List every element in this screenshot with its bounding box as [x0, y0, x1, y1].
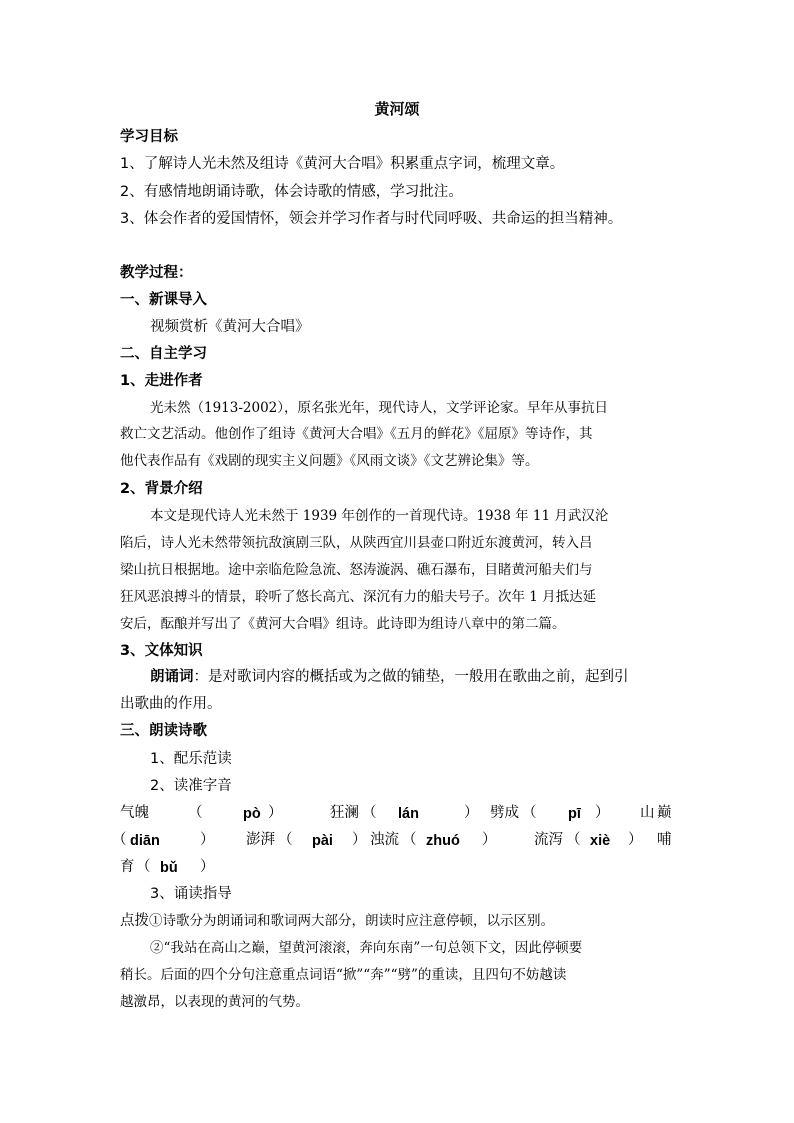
author-paragraph-line: 救亡文艺活动。他创作了组诗《黄河大合唱》《五月的鲜花》《屈原》等诗作，其 [120, 426, 593, 442]
pinyin-reading: bǔ [160, 860, 178, 876]
background-paragraph-line: 梁山抗日根据地。途中亲临危险急流、怒涛漩涡、礁石瀑布，目睹黄河船夫们与 [120, 562, 593, 578]
pinyin-word: 气魄 [120, 805, 149, 821]
background-paragraph-line: 本文是现代诗人光未然于 1939 年创作的一首现代诗。1938 年 11 月武汉沦 [150, 508, 609, 524]
guide-line: 越激昂，以表现的黄河的气势。 [120, 994, 309, 1010]
section-heading: 三、朗读诗歌 [120, 723, 207, 739]
pinyin-reading: diān [130, 833, 160, 849]
background-paragraph-line: 狂风恶浪搏斗的情景，聆听了悠长高亢、深沉有力的船夫号子。次年 1 月抵达延 [120, 589, 597, 605]
open-paren: （ [362, 805, 377, 821]
objective-item: 3、体会作者的爱国情怀，领会并学习作者与时代同呼吸、共命运的担当精神。 [120, 211, 623, 227]
open-paren: （ [522, 805, 537, 821]
pinyin-word: 育 [120, 859, 135, 875]
background-paragraph-line: 安后，酝酿并写出了《黄河大合唱》组诗。此诗即为组诗八章中的第二篇。 [120, 616, 566, 632]
objective-item: 1、了解诗人光未然及组诗《黄河大合唱》积累重点字词，梳理文章。 [120, 156, 565, 172]
step-label: 1、配乐范读 [150, 751, 232, 767]
genre-definition: ：是对歌词内容的概括或为之做的铺垫，一般用在歌曲之前，起到引 [193, 669, 629, 685]
pinyin-word: 哺 [657, 832, 672, 848]
objective-item: 2、有感情地朗诵诗歌，体会诗歌的情感，学习批注。 [120, 184, 463, 200]
close-paren: ） [482, 832, 497, 848]
pinyin-reading: zhuó [426, 833, 460, 849]
guide-line [120, 911, 554, 931]
open-paren: （ [188, 805, 203, 821]
step-label: 2、读准字音 [150, 778, 232, 794]
open-paren: （ [136, 859, 151, 875]
pinyin-reading: pò [243, 806, 261, 822]
pinyin-reading: pī [568, 806, 581, 822]
close-paren: ） [595, 805, 610, 821]
guide-line: ②“我站在高山之巅，望黄河滚滚，奔向东南”一句总领下文，因此停顿要 [150, 940, 583, 956]
close-paren: ） [464, 805, 479, 821]
objectives-heading: 学习目标 [120, 129, 178, 145]
section-text: 视频赏析《黄河大合唱》 [150, 319, 310, 335]
open-paren: （ [402, 832, 417, 848]
open-paren: （ [278, 832, 293, 848]
pinyin-word: 狂澜 [330, 805, 359, 821]
genre-term: 朗诵词 [150, 669, 194, 685]
close-paren: ） [200, 832, 215, 848]
pinyin-word: 巅 [657, 805, 672, 821]
open-paren: （ [112, 832, 127, 848]
genre-definition-line [150, 667, 629, 687]
process-heading: 教学过程： [120, 265, 193, 281]
subsection-heading: 2、背景介绍 [120, 481, 203, 497]
guide-line: 稍长。后面的四个分句注意重点词语“掀”“奔”“劈”的重读，且四句不妨越读 [120, 967, 567, 983]
document-title: 黄河颂 [374, 100, 420, 118]
guide-label: 点拨 [120, 913, 149, 929]
pinyin-reading: lán [398, 806, 419, 822]
close-paren: ） [268, 805, 283, 821]
step-label: 3、诵读指导 [150, 886, 232, 902]
pinyin-word: 流泻 [534, 832, 563, 848]
close-paren: ） [628, 832, 643, 848]
section-heading: 二、自主学习 [120, 346, 207, 362]
pinyin-word: 浊流 [370, 832, 399, 848]
pinyin-word: 山 [640, 805, 655, 821]
author-paragraph-line: 光未然（1913-2002），原名张光年，现代诗人，文学评论家。早年从事抗日 [150, 400, 609, 416]
genre-definition-line: 出歌曲的作用。 [120, 696, 222, 712]
pinyin-word: 澎湃 [246, 832, 275, 848]
section-heading: 一、新课导入 [120, 292, 207, 308]
subsection-heading: 3、文体知识 [120, 643, 203, 659]
close-paren: ） [352, 832, 367, 848]
author-paragraph-line: 他代表作品有《戏剧的现实主义问题》《风雨文谈》《文艺辨论集》等。 [120, 453, 539, 469]
open-paren: （ [566, 832, 581, 848]
background-paragraph-line: 陷后，诗人光未然带领抗敌演剧三队，从陕西宜川县壶口附近东渡黄河，转入吕 [120, 535, 593, 551]
pinyin-word: 劈成 [490, 805, 519, 821]
pinyin-reading: pài [312, 833, 333, 849]
guide-text: ①诗歌分为朗诵词和歌词两大部分，朗读时应注意停顿，以示区别。 [149, 913, 554, 929]
pinyin-reading: xiè [590, 833, 611, 849]
subsection-heading: 1、走进作者 [120, 373, 203, 389]
close-paren: ） [200, 859, 215, 875]
